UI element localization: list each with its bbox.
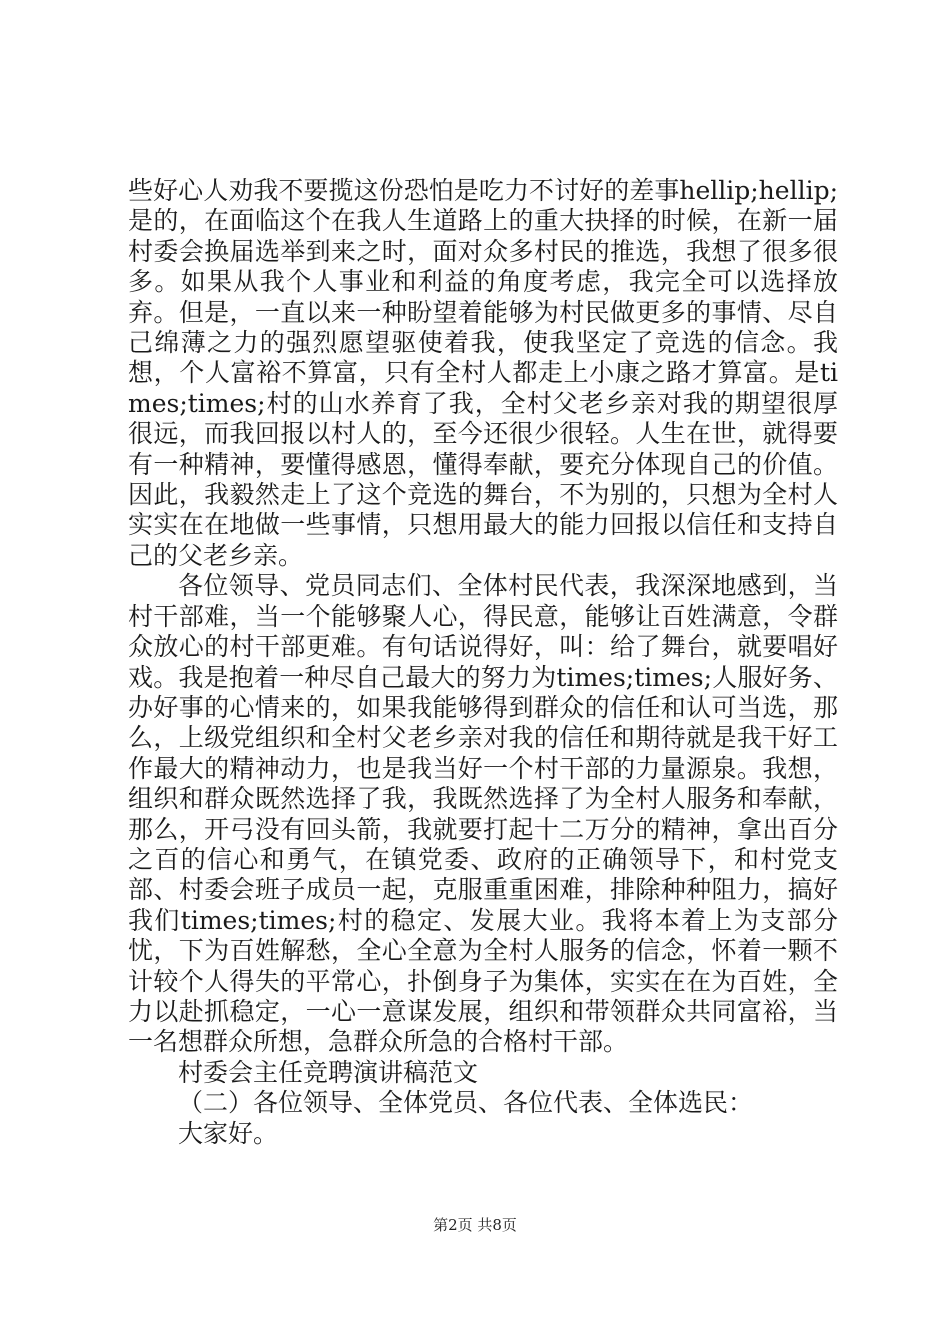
paragraph-main: 各位领导、党员同志们、全体村民代表，我深深地感到，当村干部难，当一个能够聚人心，得民意，能够让百姓满意，令群众放心的村干部更难。有句话说得好，叫：给了舞台，就要唱好戏。我是抱着一种尽自己最大的努力为times;times;人服好务、办好事的心情来的，如果我能够得到群众的信任和认可当选，那么，上级党组织和全村父老乡亲对我的信任和期待就是我干好工作最大的精神动力，也是我当好一个村干部的力量源泉。我想，组织和群众既然选择了我，我既然选择了为全村人服务和奉献，那么，开弓没有回头箭，我就要打起十二万分的精神，拿出百分之百的信心和勇气，在镇党委、政府的正确领导下，和村党支部、村委会班子成员一起，克服重重困难，排除种种阻力，搞好我们times;times;村的稳定、发展大业。我将本着上为支部分忧，下为百姓解愁，全心全意为全村人服务的信念，怀着一颗不计较个人得失的平常心，扑倒身子为集体，实实在在为百姓，全力以赴抓稳定，一心一意谋发展，组织和带领群众共同富裕，当一名想群众所想，急群众所急的合格村干部。 bbox=[128, 571, 838, 1057]
salutation: （二）各位领导、全体党员、各位代表、全体选民： bbox=[178, 1088, 754, 1118]
paragraph-continuation: 些好心人劝我不要揽这份恐怕是吃力不讨好的差事hellip;hellip;是的，在面临这个在我人生道路上的重大抉择的时候，在新一届村委会换届选举到来之时，面对众多村民的推选，我想了很多很多。如果从我个人事业和利益的角度考虑，我完全可以选择放弃。但是，一直以来一种盼望着能够为村民做更多的事情、尽自己绵薄之力的强烈愿望驱使着我，使我坚定了竞选的信念。我想，个人富裕不算富，只有全村人都走上小康之路才算富。是times;times;村的山水养育了我，全村父老乡亲对我的期望很厚很远，而我回报以村人的，至今还很少很轻。人生在世，就得要有一种精神，要懂得感恩，懂得奉献，要充分体现自己的价值。因此，我毅然走上了这个竞选的舞台，不为别的，只想为全村人实实在在地做一些事情，只想用最大的能力回报以信任和支持自己的父老乡亲。 bbox=[128, 176, 838, 570]
greeting: 大家好。 bbox=[178, 1118, 279, 1148]
page-footer: 第2页 共8页 bbox=[433, 1216, 517, 1234]
section-title: 村委会主任竞聘演讲稿范文 bbox=[178, 1057, 479, 1087]
document-body bbox=[128, 176, 838, 1149]
